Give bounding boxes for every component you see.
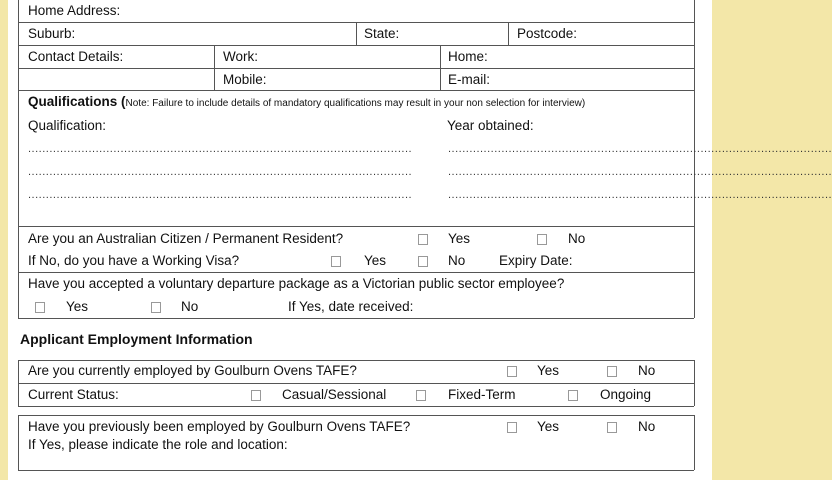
current-status-label: Current Status: — [28, 387, 119, 402]
previous-role-field[interactable]: If Yes, please indicate the role and location: — [28, 437, 288, 452]
table-border — [694, 0, 695, 90]
row-divider — [18, 318, 694, 319]
fixed-term-label: Fixed-Term — [448, 387, 516, 402]
row-divider — [18, 406, 694, 407]
row-divider — [18, 272, 694, 273]
suburb-field[interactable]: Suburb: — [28, 26, 76, 41]
home-phone-field[interactable]: Home: — [448, 49, 488, 64]
cell-divider — [440, 45, 441, 90]
visa-yes-checkbox[interactable] — [331, 256, 341, 267]
casual-checkbox[interactable] — [251, 390, 261, 401]
ongoing-label: Ongoing — [600, 387, 652, 402]
departure-yes-checkbox[interactable] — [35, 302, 45, 313]
qualification-line-2[interactable]: ............................................................................................................ — [28, 166, 413, 178]
citizen-yes-label: Yes — [448, 231, 471, 246]
note-text: Failure to include details of mandatory qualifications may result in your non selection for interview) — [149, 98, 586, 109]
year-line-1[interactable]: ............................................................................................................ — [448, 143, 832, 155]
work-phone-field[interactable]: Work: — [223, 49, 259, 64]
date-received-field[interactable]: If Yes, date received: — [288, 299, 414, 314]
row-divider — [18, 415, 694, 416]
previous-no-checkbox[interactable] — [607, 422, 617, 433]
postcode-field[interactable]: Postcode: — [517, 26, 578, 41]
current-no-checkbox[interactable] — [607, 366, 617, 377]
departure-yes-label: Yes — [66, 299, 89, 314]
cell-divider — [214, 45, 215, 90]
year-line-3[interactable]: ............................................................................................................ — [448, 189, 832, 201]
table-border — [694, 415, 695, 470]
visa-no-label: No — [448, 253, 466, 268]
cell-divider — [508, 22, 509, 45]
citizen-no-label: No — [568, 231, 586, 246]
table-border — [694, 360, 695, 406]
row-divider — [18, 90, 694, 91]
citizen-question: Are you an Australian Citizen / Permanent Resident? — [28, 231, 344, 246]
departure-no-label: No — [181, 299, 199, 314]
ongoing-checkbox[interactable] — [568, 390, 578, 401]
row-divider — [18, 45, 694, 46]
row-divider — [18, 383, 694, 384]
expiry-date-field[interactable]: Expiry Date: — [499, 253, 573, 268]
table-border — [694, 90, 695, 226]
visa-question: If No, do you have a Working Visa? — [28, 253, 240, 268]
departure-question: Have you accepted a voluntary departure package as a Victorian public sector employee? — [28, 276, 565, 291]
row-divider — [18, 360, 694, 361]
visa-yes-label: Yes — [364, 253, 387, 268]
employment-section-heading: Applicant Employment Information — [20, 331, 253, 347]
table-border — [18, 90, 19, 226]
current-employment-question: Are you currently employed by Goulburn Ovens TAFE? — [28, 363, 357, 378]
previous-employment-question: Have you previously been employed by Goulburn Ovens TAFE? — [28, 419, 411, 434]
citizen-no-checkbox[interactable] — [537, 234, 547, 245]
email-field[interactable]: E-mail: — [448, 72, 491, 87]
row-divider — [18, 470, 694, 471]
mobile-field[interactable]: Mobile: — [223, 72, 267, 87]
state-field[interactable]: State: — [364, 26, 400, 41]
home-address-field[interactable]: Home Address: — [28, 3, 121, 18]
qualification-line-1[interactable]: ............................................................................................................ — [28, 143, 413, 155]
current-yes-checkbox[interactable] — [507, 366, 517, 377]
fixed-term-checkbox[interactable] — [416, 390, 426, 401]
citizen-yes-checkbox[interactable] — [418, 234, 428, 245]
previous-yes-label: Yes — [537, 419, 560, 434]
application-form-page — [8, 0, 832, 480]
cell-divider — [356, 22, 357, 45]
year-obtained-column-label: Year obtained: — [447, 118, 534, 133]
note-label: Note: — [125, 98, 150, 109]
table-border — [694, 226, 695, 318]
departure-no-checkbox[interactable] — [151, 302, 161, 313]
contact-details-label: Contact Details: — [28, 49, 124, 64]
row-divider — [18, 226, 694, 227]
previous-yes-checkbox[interactable] — [507, 422, 517, 433]
qualifications-title: Qualifications ( — [28, 94, 126, 109]
casual-label: Casual/Sessional — [282, 387, 387, 402]
previous-no-label: No — [638, 419, 656, 434]
qualification-column-label: Qualification: — [28, 118, 107, 133]
qualification-line-3[interactable]: ............................................................................................................ — [28, 189, 413, 201]
year-line-2[interactable]: ............................................................................................................ — [448, 166, 832, 178]
current-no-label: No — [638, 363, 656, 378]
visa-no-checkbox[interactable] — [418, 256, 428, 267]
current-yes-label: Yes — [537, 363, 560, 378]
table-border — [18, 415, 19, 470]
row-divider — [18, 68, 694, 69]
qualifications-heading — [28, 94, 585, 112]
